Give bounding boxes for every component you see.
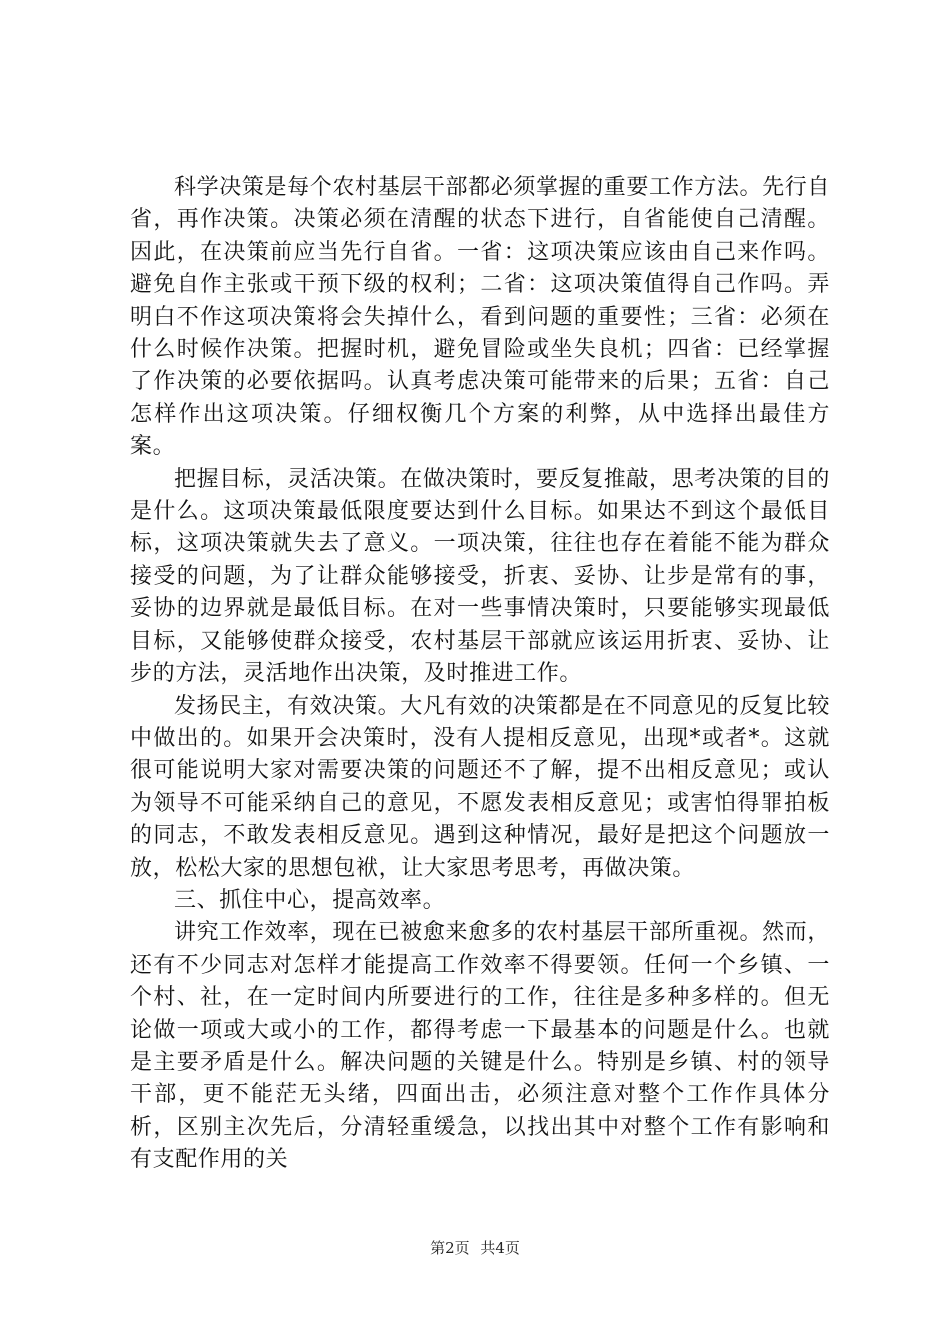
paragraph-efficiency: 讲究工作效率，现在已被愈来愈多的农村基层干部所重视。然而，还有不少同志对怎样才能提高工作效率不得要领。任何一个乡镇、一个村、社，在一定时间内所要进行的工作，往往是多种多样的。但无论做一项或大或小的工作，都得考虑一下最基本的问题是什么。也就是主要矛盾是什么。解决问题的关键是什么。特别是乡镇、村的领导干部，更不能茫无头绪，四面出击，必须注意对整个工作作具体分析，区别主次先后，分清轻重缓急，以找出其中对整个工作有影响和有支配作用的关: [130, 920, 830, 1173]
page-number: 第2页: [430, 1239, 470, 1257]
paragraph-grasp-goal: 把握目标，灵活决策。在做决策时，要反复推敲，思考决策的目的是什么。这项决策最低限度要达到什么目标。如果达不到这个最低目标，这项决策就失去了意义。一项决策，往往也存在着能不能为群众接受的问题，为了让群众能够接受，折衷、妥协、让步是常有的事，妥协的边界就是最低目标。在对一些事情决策时，只要能够实现最低目标，又能够使群众接受，农村基层干部就应该运用折衷、妥协、让步的方法，灵活地作出决策，及时推进工作。: [130, 466, 830, 687]
page-total: 共4页: [480, 1239, 520, 1257]
paragraph-democracy: 发扬民主，有效决策。大凡有效的决策都是在不同意见的反复比较中做出的。如果开会决策时，没有人提相反意见，出现*或者*。这就很可能说明大家对需要决策的问题还不了解，提不出相反意见；或认为领导不可能采纳自己的意见，不愿发表相反意见；或害怕得罪拍板的同志，不敢发表相反意见。遇到这种情况，最好是把这个问题放一放，松松大家的思想包袱，让大家思考思考，再做决策。: [130, 693, 830, 881]
section-heading-3: 三、抓住中心，提高效率。: [174, 887, 446, 913]
page-footer: [0, 1238, 950, 1258]
body-text: [130, 172, 830, 1177]
paragraph-scientific-decision: 科学决策是每个农村基层干部都必须掌握的重要工作方法。先行自省，再作决策。决策必须在清醒的状态下进行，自省能使自己清醒。因此，在决策前应当先行自省。一省：这项决策应该由自己来作吗。避免自作主张或干预下级的权利；二省：这项决策值得自己作吗。弄明白不作这项决策将会失掉什么，看到问题的重要性；三省：必须在什么时候作决策。把握时机，避免冒险或坐失良机；四省：已经掌握了作决策的必要依据吗。认真考虑决策可能带来的后果；五省：自己怎样作出这项决策。仔细权衡几个方案的利弊，从中选择出最佳方案。: [130, 175, 830, 460]
